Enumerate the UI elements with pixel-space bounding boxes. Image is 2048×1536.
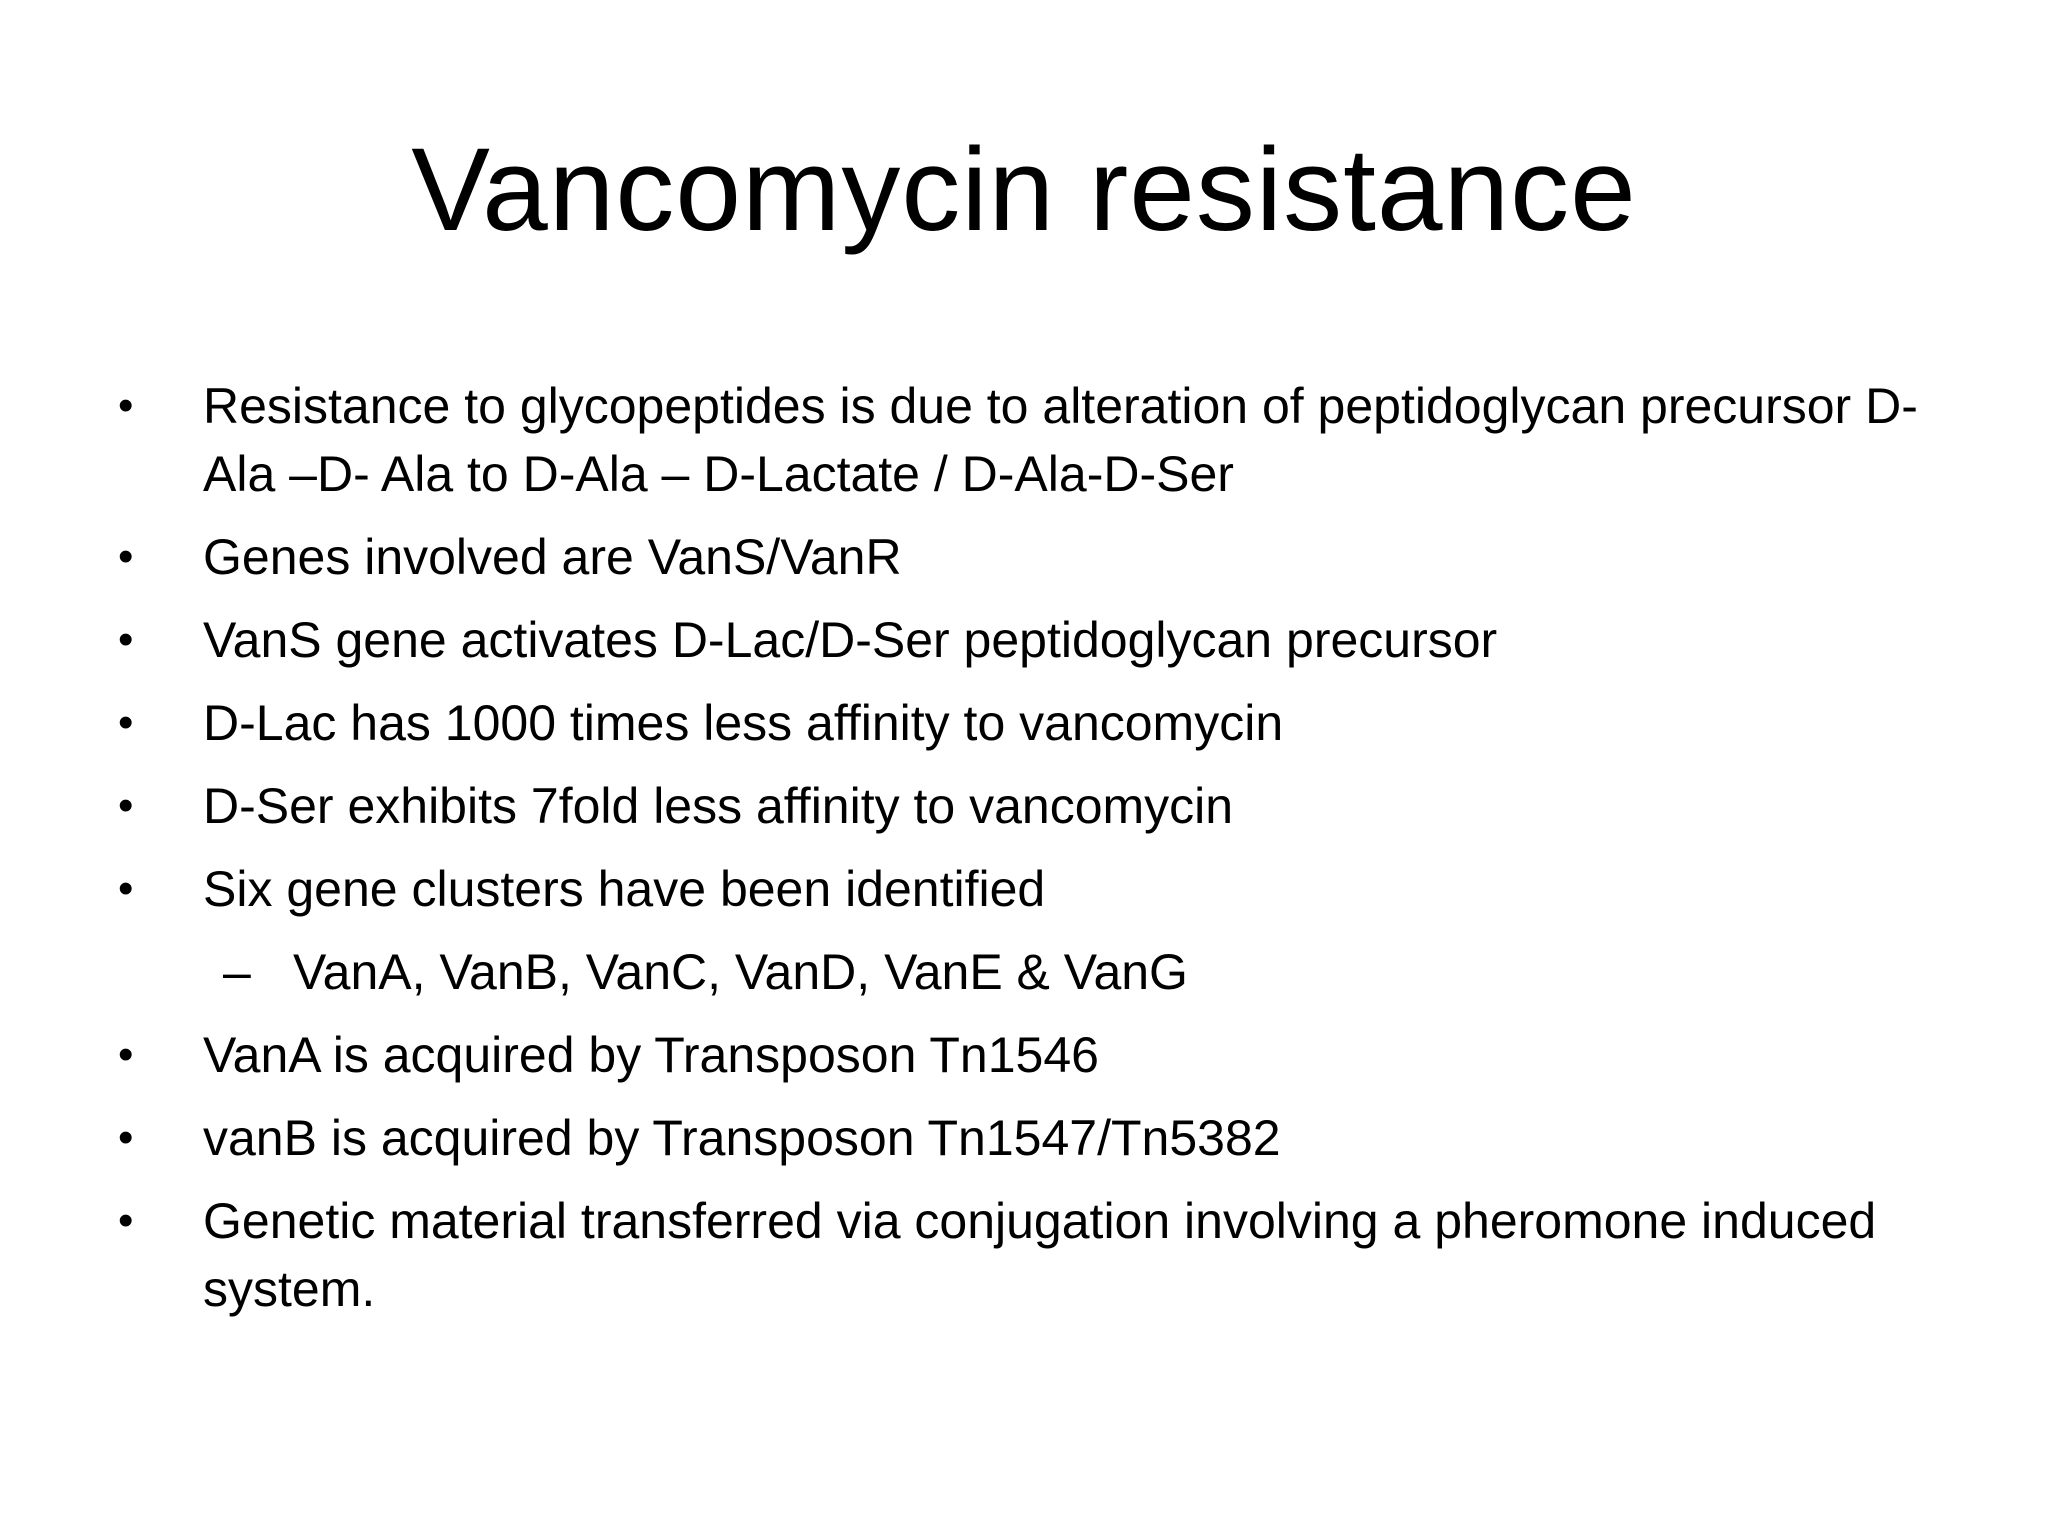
bullet-marker: • (118, 698, 134, 747)
bullet-item (118, 689, 1978, 757)
bullet-item (118, 606, 1978, 674)
bullet-marker: • (118, 615, 134, 664)
bullet-text: Resistance to glycopeptides is due to alteration of peptidoglycan precursor D-Ala –D- Ala to D-Ala – D-Lactate / D-Ala-D-Ser (203, 378, 1918, 502)
bullet-marker: • (118, 1030, 134, 1079)
slide-title: Vancomycin resistance (411, 124, 1637, 256)
bullet-item (118, 372, 1978, 508)
bullet-item (118, 855, 1978, 923)
bullet-marker: • (118, 1113, 134, 1162)
bullet-item (118, 772, 1978, 840)
bullet-text: D-Ser exhibits 7fold less affinity to vancomycin (203, 778, 1234, 834)
bullet-text: VanS gene activates D-Lac/D-Ser peptidoglycan precursor (203, 612, 1498, 668)
bullet-text: D-Lac has 1000 times less affinity to vancomycin (203, 695, 1284, 751)
bullet-marker: • (118, 781, 134, 830)
bullet-text: Six gene clusters have been identified (203, 861, 1046, 917)
sub-bullet-item (118, 938, 1978, 1006)
bullet-text: vanB is acquired by Transposon Tn1547/Tn5382 (203, 1110, 1281, 1166)
bullet-text: Genes involved are VanS/VanR (203, 529, 902, 585)
bullet-item (118, 523, 1978, 591)
bullet-marker: • (118, 381, 134, 430)
bullet-list (118, 372, 1978, 1338)
bullet-marker: • (118, 1196, 134, 1245)
bullet-item (118, 1021, 1978, 1089)
sub-bullet-text: VanA, VanB, VanC, VanD, VanE & VanG (293, 944, 1188, 1000)
sub-bullet-marker: – (223, 944, 251, 1000)
bullet-marker: • (118, 864, 134, 913)
bullet-item (118, 1187, 1978, 1323)
bullet-item (118, 1104, 1978, 1172)
bullet-text: VanA is acquired by Transposon Tn1546 (203, 1027, 1099, 1083)
bullet-text: Genetic material transferred via conjugation involving a pheromone induced system. (203, 1193, 1877, 1317)
bullet-marker: • (118, 532, 134, 581)
